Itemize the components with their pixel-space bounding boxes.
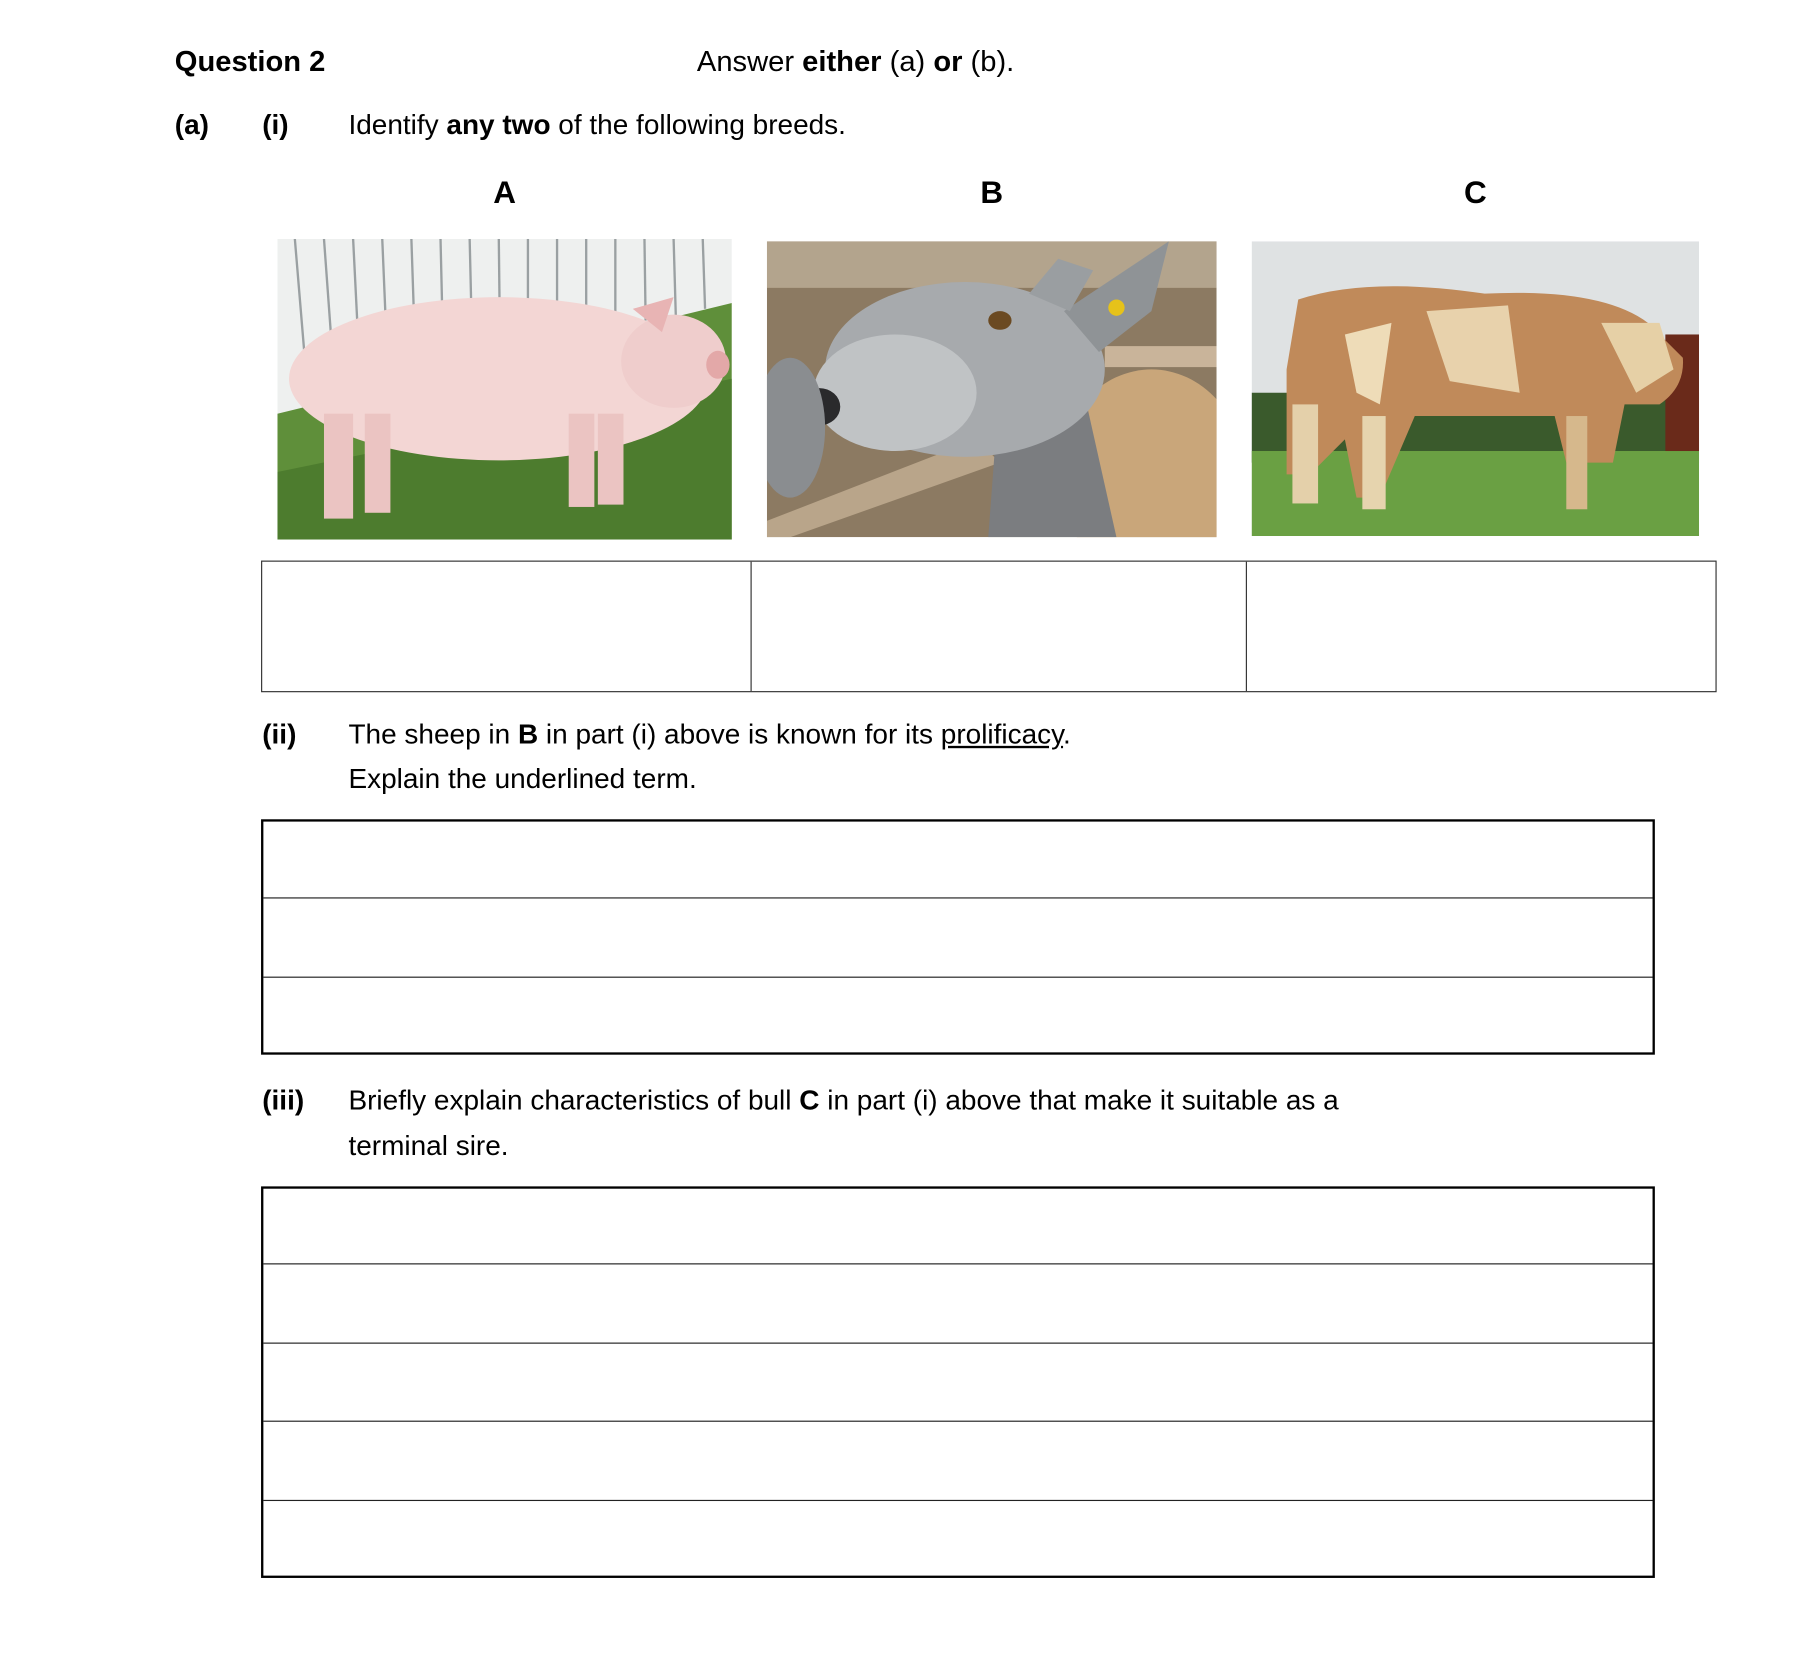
answer-cell-a[interactable]	[262, 562, 750, 691]
image-label-a: A	[493, 174, 516, 210]
text: in part (i) above that make it suitable as a	[819, 1084, 1339, 1117]
sub-iii-line2: terminal sire.	[348, 1130, 509, 1162]
text: either	[802, 45, 882, 79]
text: (a)	[881, 45, 934, 79]
underlined-term: prolificacy	[940, 719, 1064, 751]
bull-image	[1252, 241, 1700, 536]
answer-box-iii[interactable]	[261, 1186, 1655, 1578]
sub-ii-label: (ii)	[262, 719, 297, 751]
text: .	[1063, 719, 1071, 751]
sub-iii-label: (iii)	[262, 1084, 305, 1117]
answer-line	[263, 1263, 1652, 1264]
sub-i-question	[348, 108, 845, 143]
sub-iii-question	[348, 1084, 1338, 1119]
image-label-b: B	[980, 174, 1004, 210]
answer-cell-b[interactable]	[751, 562, 1247, 691]
sub-ii-line2: Explain the underlined term.	[348, 763, 697, 795]
answer-line	[263, 1343, 1652, 1344]
sheep-image	[767, 241, 1217, 537]
question-instruction	[697, 44, 1014, 79]
text: any two	[446, 109, 551, 142]
answer-line	[263, 897, 1652, 898]
answer-line	[263, 1500, 1652, 1501]
text: or	[933, 45, 963, 79]
text: B	[517, 719, 539, 751]
text: in part (i) above is known for its	[538, 719, 941, 751]
text: Answer	[696, 45, 803, 79]
text: C	[799, 1084, 820, 1117]
sub-i-label: (i)	[262, 109, 289, 142]
image-label-c: C	[1464, 174, 1487, 210]
answer-line	[263, 977, 1652, 978]
part-a-label: (a)	[174, 109, 210, 142]
answer-box-ii[interactable]	[261, 819, 1655, 1054]
answer-line	[263, 1421, 1652, 1422]
text: The sheep in	[348, 719, 518, 751]
text: Briefly explain characteristics of bull	[348, 1084, 800, 1117]
breed-answer-table	[261, 561, 1717, 693]
pig-image	[277, 239, 732, 540]
text: (b).	[962, 45, 1015, 79]
text: Identify	[348, 109, 447, 142]
text: of the following breeds.	[550, 109, 846, 142]
answer-cell-c[interactable]	[1246, 562, 1716, 691]
question-title: Question 2	[174, 45, 326, 79]
sub-ii-question	[348, 718, 1070, 753]
